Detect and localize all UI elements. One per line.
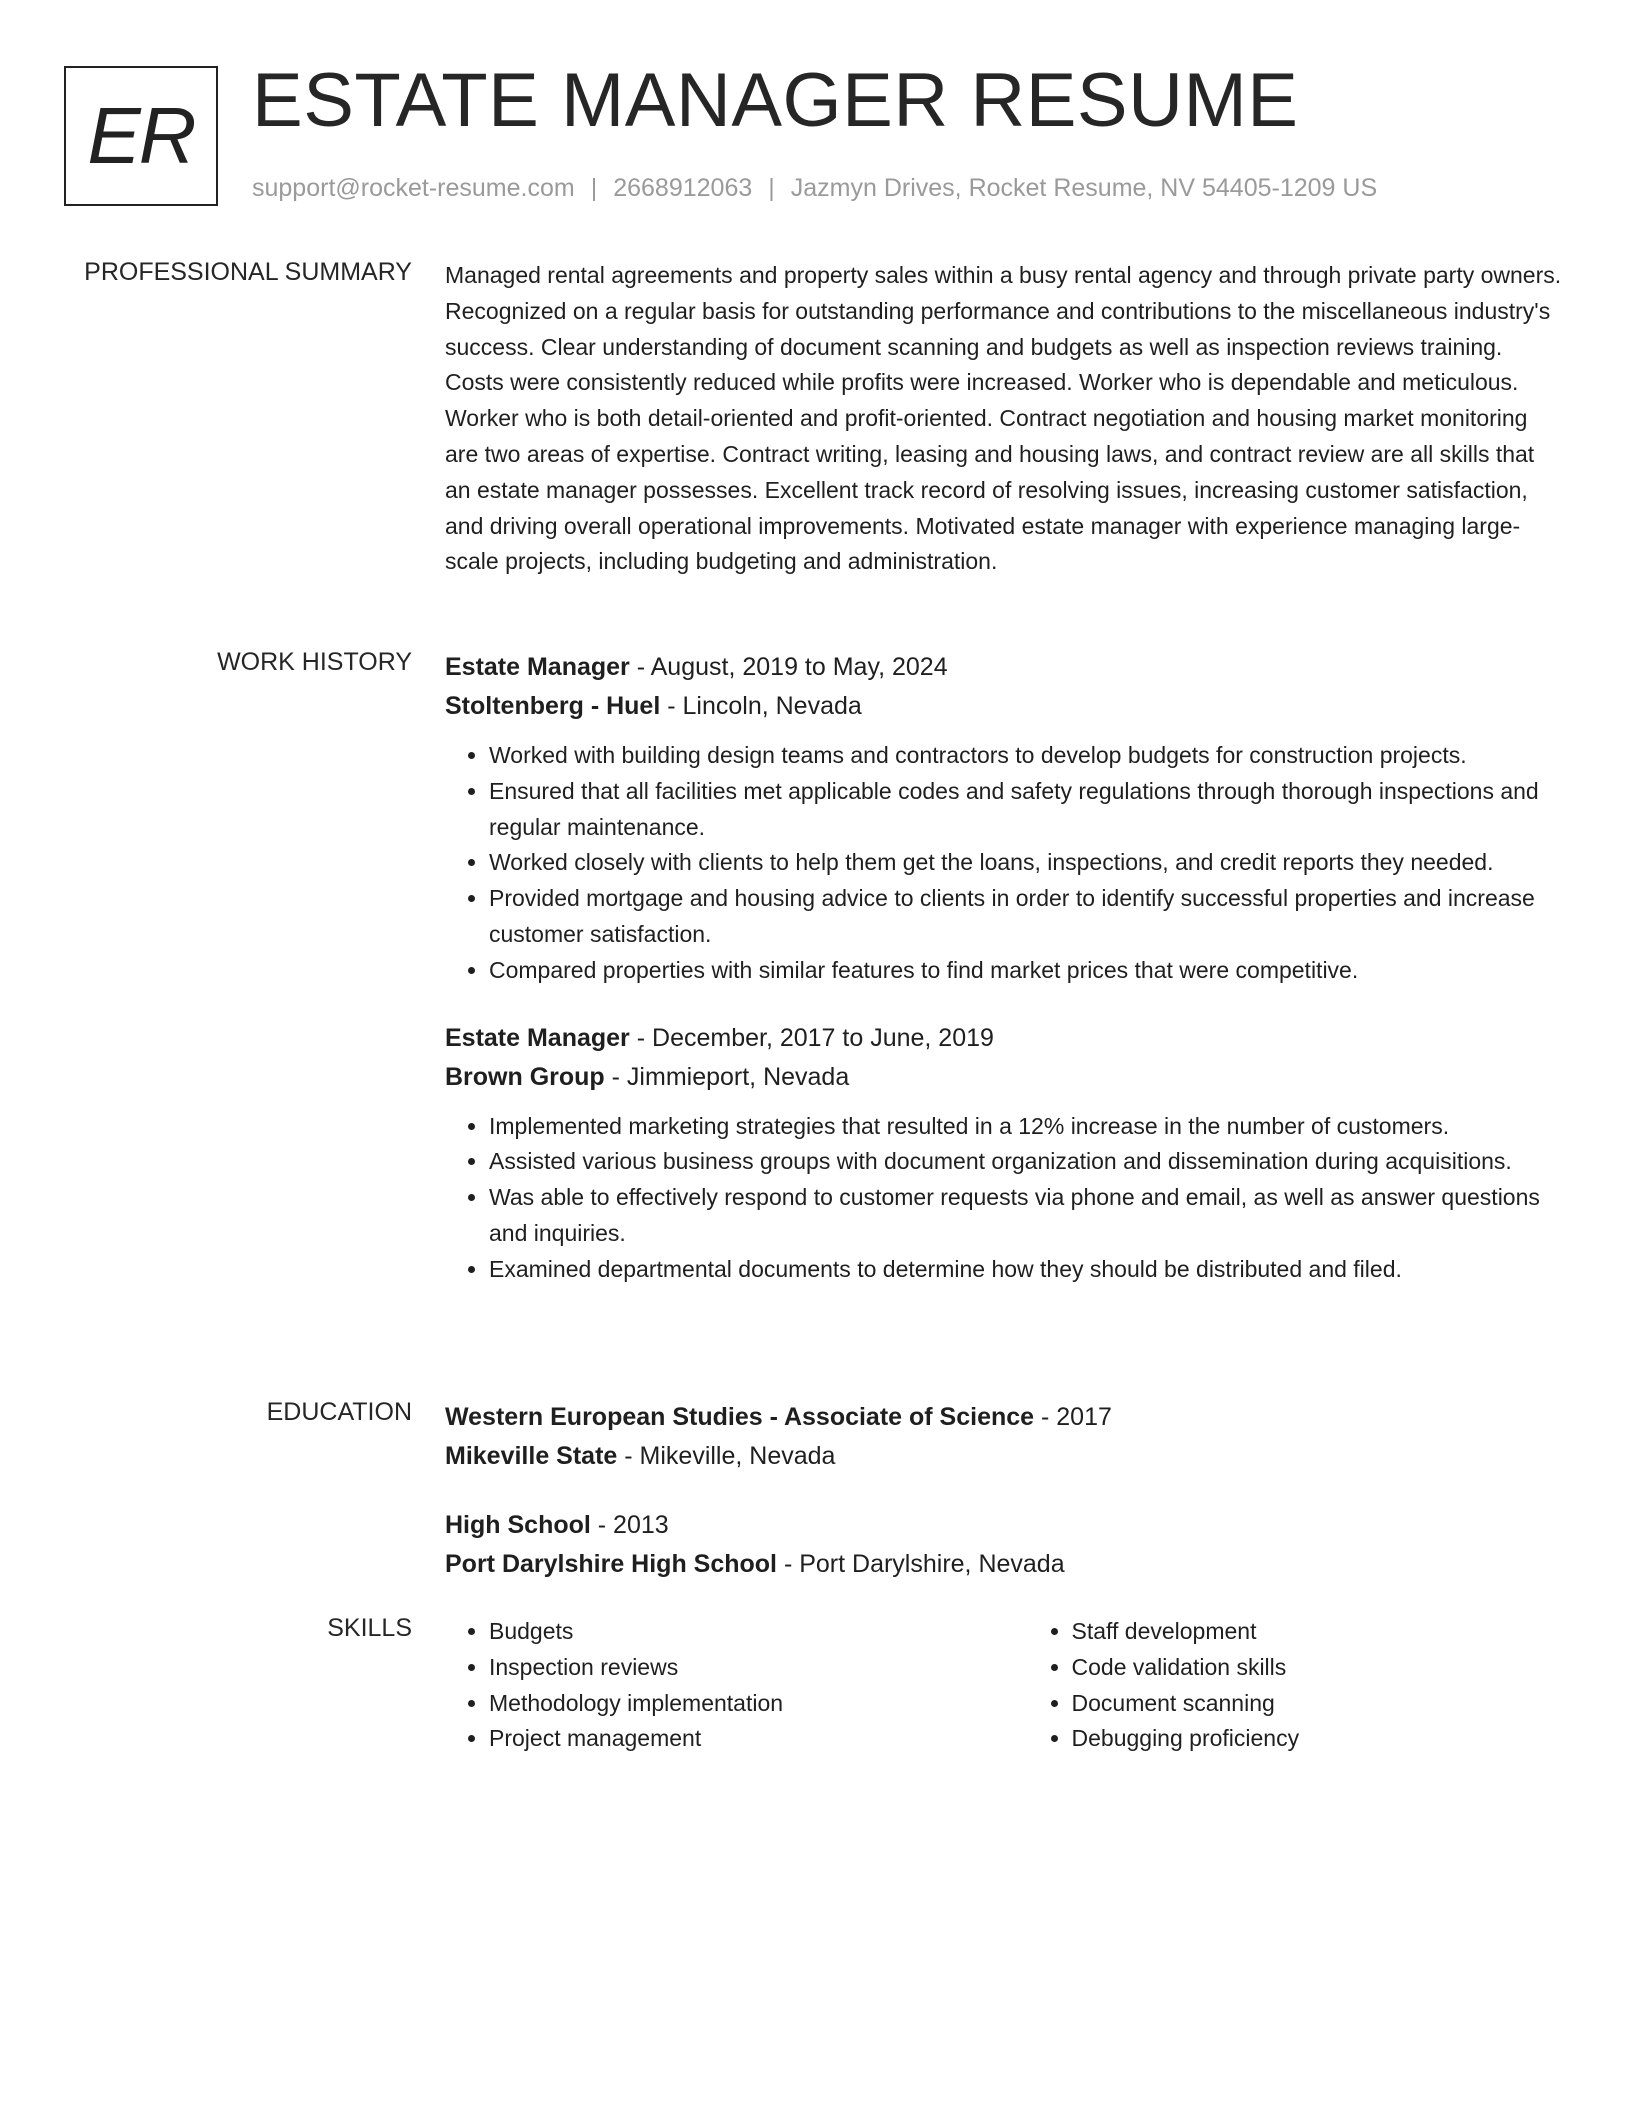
- job-company-line: [445, 687, 1565, 726]
- list-item: • Methodology implementation: [489, 1686, 983, 1722]
- page-title: ESTATE MANAGER RESUME: [252, 58, 1299, 143]
- job-bullets: [445, 738, 1565, 989]
- edu-school-line: [445, 1545, 1565, 1584]
- list-item: • Ensured that all facilities met applicable codes and safety regulations through thorough inspections and regular maintenance.: [489, 774, 1565, 846]
- summary-text: Managed rental agreements and property sales within a busy rental agency and through private party owners. Recognized on a regular basis for outstanding performance and contributions to the miscellaneous industry's success. Clear understanding of document scanning and budgets as well as inspection reviews training. Costs were consistently reduced while profits were increased. Worker who is dependable and meticulous. Worker who is both detail-oriented and profit-oriented. Contract negotiation and housing market monitoring are two areas of expertise. Contract writing, leasing and housing laws, and contract review are all skills that an estate manager possesses. Excellent track record of resolving issues, increasing customer satisfaction, and driving overall operational improvements. Motivated estate manager with experience managing large-scale projects, including budgeting and administration.: [445, 262, 1562, 575]
- contact-phone: 2668912063: [613, 174, 753, 202]
- section-label-skills: SKILLS: [327, 1614, 412, 1642]
- education-entry: [445, 1506, 1565, 1584]
- job-title: Estate Manager: [445, 1023, 630, 1052]
- edu-degree-line: [445, 1398, 1565, 1437]
- edu-degree: Western European Studies - Associate of Science: [445, 1403, 1035, 1431]
- edu-school-line: [445, 1437, 1565, 1476]
- list-item: • Implemented marketing strategies that resulted in a 12% increase in the number of customers.: [489, 1109, 1565, 1145]
- job-company: Stoltenberg - Huel: [445, 692, 661, 720]
- list-item: • Debugging proficiency: [1072, 1721, 1566, 1757]
- skills-columns: [445, 1614, 1565, 1757]
- job-dates: - December, 2017 to June, 2019: [629, 1023, 994, 1052]
- edu-school: Port Darylshire High School: [445, 1550, 778, 1578]
- list-item: • Code validation skills: [1072, 1650, 1566, 1686]
- job-bullets: [445, 1109, 1565, 1288]
- job-title-line: [445, 648, 1565, 687]
- section-label-work: WORK HISTORY: [217, 648, 412, 676]
- list-item: • Examined departmental documents to determine how they should be distributed and filed.: [489, 1252, 1565, 1288]
- job-entry: [445, 648, 1565, 989]
- job-location: - Jimmieport, Nevada: [604, 1062, 850, 1091]
- job-company-line: [445, 1058, 1565, 1097]
- contact-line: [252, 174, 1377, 203]
- edu-degree-line: [445, 1506, 1565, 1545]
- contact-email: support@rocket-resume.com: [252, 174, 575, 202]
- job-location: - Lincoln, Nevada: [660, 692, 862, 720]
- education-entry: [445, 1398, 1565, 1476]
- job-entry: [445, 1019, 1565, 1288]
- skills-list-right: [1028, 1614, 1566, 1757]
- list-item: • Worked closely with clients to help them get the loans, inspections, and credit reports they needed.: [489, 845, 1565, 881]
- skills-list-left: [445, 1614, 983, 1757]
- list-item: • Staff development: [1072, 1614, 1566, 1650]
- monogram-logo: ER: [64, 66, 218, 206]
- edu-location: - Mikeville, Nevada: [617, 1442, 836, 1470]
- job-dates: - August, 2019 to May, 2024: [629, 653, 948, 681]
- contact-address: Jazmyn Drives, Rocket Resume, NV 54405-1209 US: [790, 174, 1378, 202]
- list-item: • Was able to effectively respond to customer requests via phone and email, as well as answer questions and inquiries.: [489, 1180, 1565, 1252]
- list-item: • Document scanning: [1072, 1686, 1566, 1722]
- section-label-summary: PROFESSIONAL SUMMARY: [84, 258, 412, 286]
- list-item: • Provided mortgage and housing advice to clients in order to identify successful properties and increase customer satisfaction.: [489, 881, 1565, 953]
- list-item: • Worked with building design teams and contractors to develop budgets for construction projects.: [489, 738, 1565, 774]
- job-company: Brown Group: [445, 1062, 605, 1091]
- edu-location: - Port Darylshire, Nevada: [777, 1550, 1065, 1578]
- job-title-line: [445, 1019, 1565, 1058]
- list-item: • Compared properties with similar features to find market prices that were competitive.: [489, 953, 1565, 989]
- list-item: • Inspection reviews: [489, 1650, 983, 1686]
- list-item: • Assisted various business groups with document organization and dissemination during acquisitions.: [489, 1144, 1565, 1180]
- section-label-education: EDUCATION: [266, 1398, 412, 1426]
- contact-separator: |: [590, 174, 598, 202]
- edu-degree: High School: [445, 1511, 591, 1539]
- job-title: Estate Manager: [445, 653, 630, 681]
- edu-year: - 2017: [1034, 1403, 1112, 1431]
- edu-year: - 2013: [590, 1511, 669, 1539]
- list-item: • Budgets: [489, 1614, 983, 1650]
- list-item: • Project management: [489, 1721, 983, 1757]
- contact-separator: |: [768, 174, 775, 202]
- edu-school: Mikeville State: [445, 1442, 618, 1470]
